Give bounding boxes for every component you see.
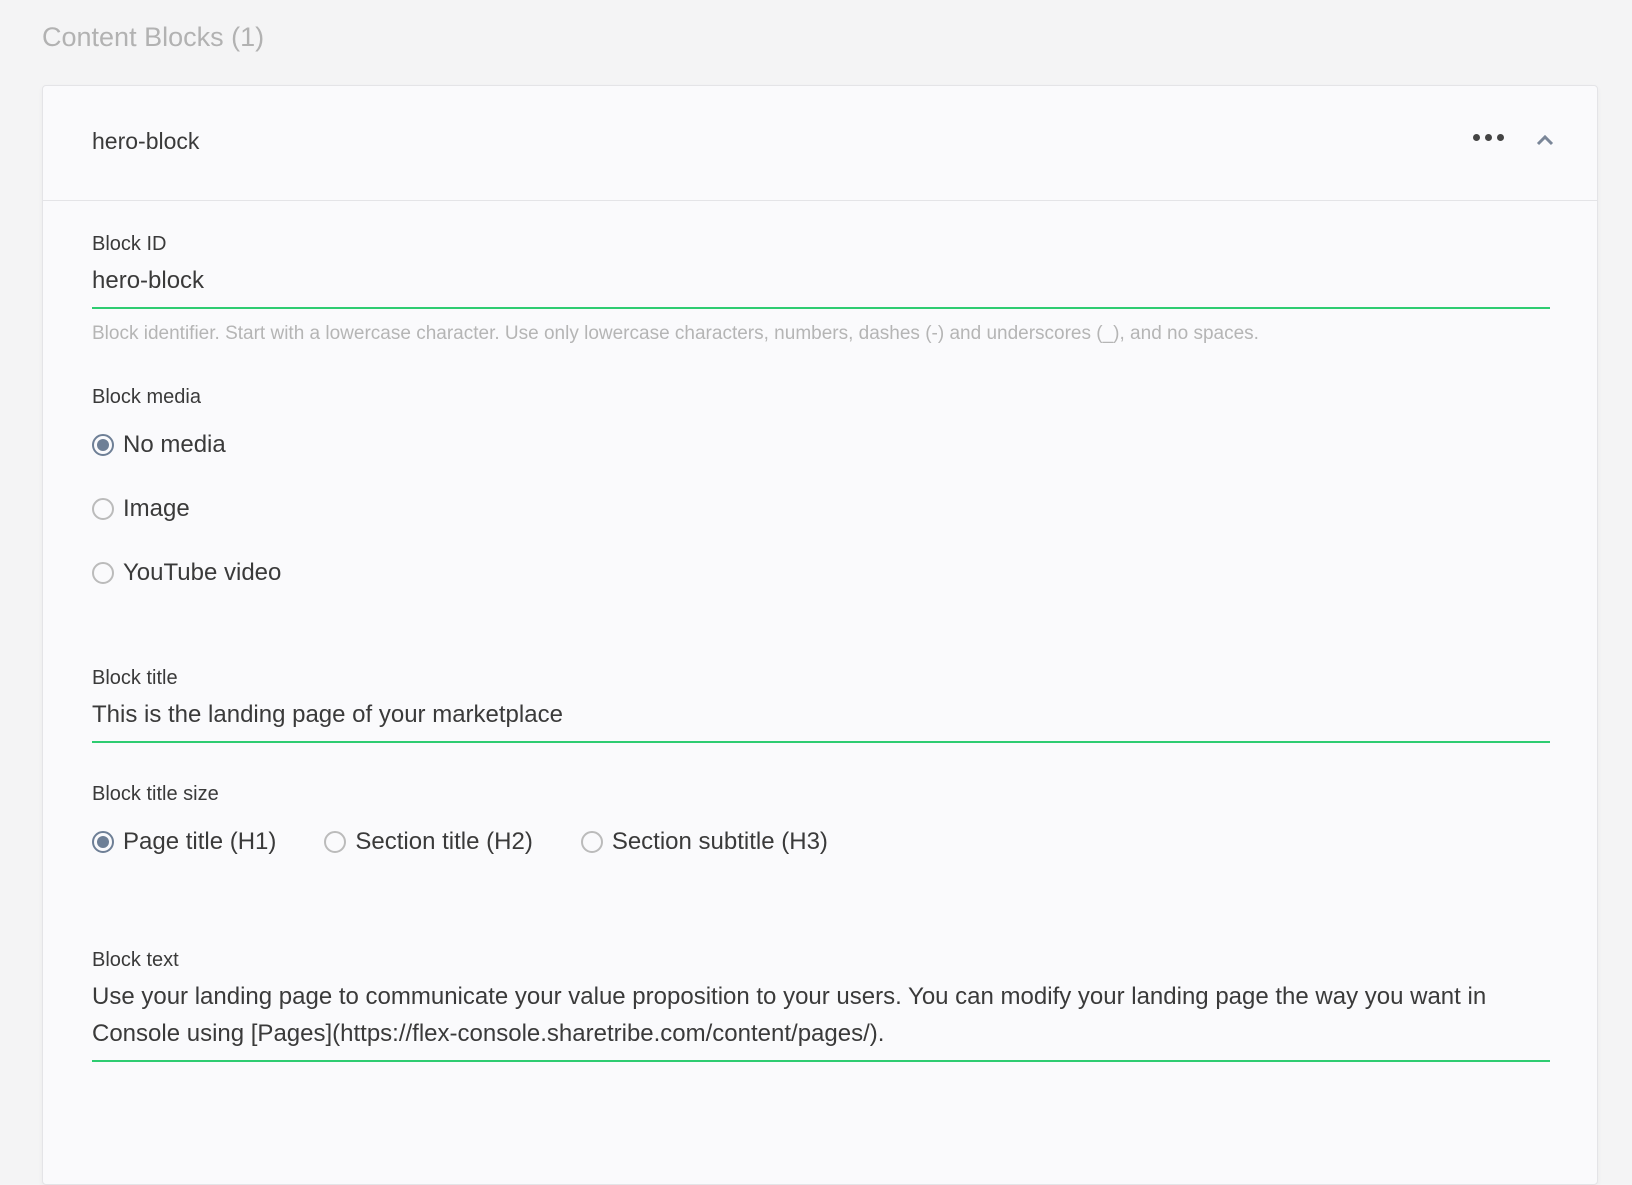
block-media-field — [92, 386, 1550, 587]
radio-label: YouTube video — [123, 559, 282, 586]
block-id-field — [92, 233, 1550, 345]
block-text-field — [92, 949, 1550, 1062]
block-title-input[interactable]: This is the landing page of your marketplace — [92, 696, 1550, 743]
block-header[interactable] — [43, 86, 1597, 201]
block-title-size-label: Block title size — [92, 783, 219, 805]
radio-youtube-video[interactable] — [92, 559, 1550, 587]
chevron-up-icon[interactable] — [1533, 130, 1557, 150]
radio-label: Section subtitle (H3) — [611, 828, 828, 855]
block-id-input[interactable]: hero-block — [92, 262, 1550, 309]
radio-label: Page title (H1) — [123, 828, 277, 855]
radio-h3[interactable] — [581, 828, 828, 856]
radio-h1[interactable] — [92, 828, 276, 856]
block-title-size-field — [92, 783, 1550, 856]
radio-label: Image — [123, 495, 190, 522]
radio-h2[interactable] — [324, 828, 532, 856]
content-block-card — [42, 85, 1598, 1185]
page-title: Content Blocks (1) — [42, 22, 265, 52]
radio-label: Section title (H2) — [355, 828, 533, 855]
radio-unselected-icon[interactable] — [92, 562, 114, 584]
radio-no-media[interactable] — [92, 431, 1550, 459]
radio-label: No media — [123, 431, 226, 458]
radio-selected-icon[interactable] — [92, 831, 114, 853]
more-options-icon[interactable] — [1473, 134, 1504, 141]
block-text-textarea[interactable]: Use your landing page to communicate your value proposition to your users. You can modify your landing page the way you want in Console using [Pages](https://flex-console.sharetribe.com/content/pages/). — [92, 978, 1550, 1062]
block-id-help: Block identifier. Start with a lowercase character. Use only lowercase characters, numbers, dashes (-) and underscores (_), and no spaces. — [92, 323, 1259, 345]
radio-selected-icon[interactable] — [92, 434, 114, 456]
radio-unselected-icon[interactable] — [581, 831, 603, 853]
radio-unselected-icon[interactable] — [324, 831, 346, 853]
block-title-label: Block title — [92, 667, 178, 689]
block-id-label: Block ID — [92, 233, 167, 255]
radio-unselected-icon[interactable] — [92, 498, 114, 520]
block-media-label: Block media — [92, 386, 201, 408]
block-text-label: Block text — [92, 949, 179, 971]
block-title-field — [92, 667, 1550, 743]
block-name: hero-block — [92, 128, 200, 154]
radio-image[interactable] — [92, 495, 1550, 523]
